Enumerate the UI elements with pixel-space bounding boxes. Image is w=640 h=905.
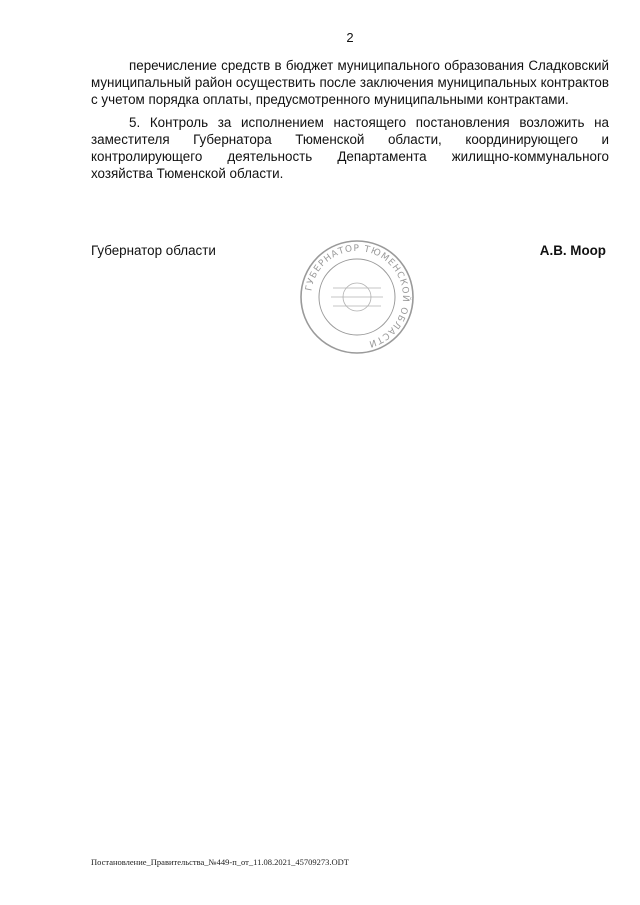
paragraph-5: 5. Контроль за исполнением настоящего постановления возложить на заместителя Губернатора Тюменской области, координирующего и контролирующего деятельность Департамента жилищно-коммунального хозяйства Тюменской области. xyxy=(91,115,609,181)
footer-filename: Постановление_Правительства_№449-п_от_11.08.2021_45709273.ODT xyxy=(91,857,349,867)
document-body xyxy=(91,57,609,188)
signatory-title: Губернатор области xyxy=(91,243,216,258)
official-seal-stamp xyxy=(298,238,416,356)
paragraph-continuation: перечисление средств в бюджет муниципального образования Сладковский муниципальный район осуществить после заключения муниципальных контрактов с учетом порядка оплаты, предусмотренного муниципальными контрактами. xyxy=(91,58,609,107)
signatory-name: А.В. Моор xyxy=(539,243,606,258)
page-number: 2 xyxy=(346,30,354,45)
seal-outer-text: ГУБЕРНАТОР ТЮМЕНСКОЙ ОБЛАСТИ xyxy=(304,243,411,349)
